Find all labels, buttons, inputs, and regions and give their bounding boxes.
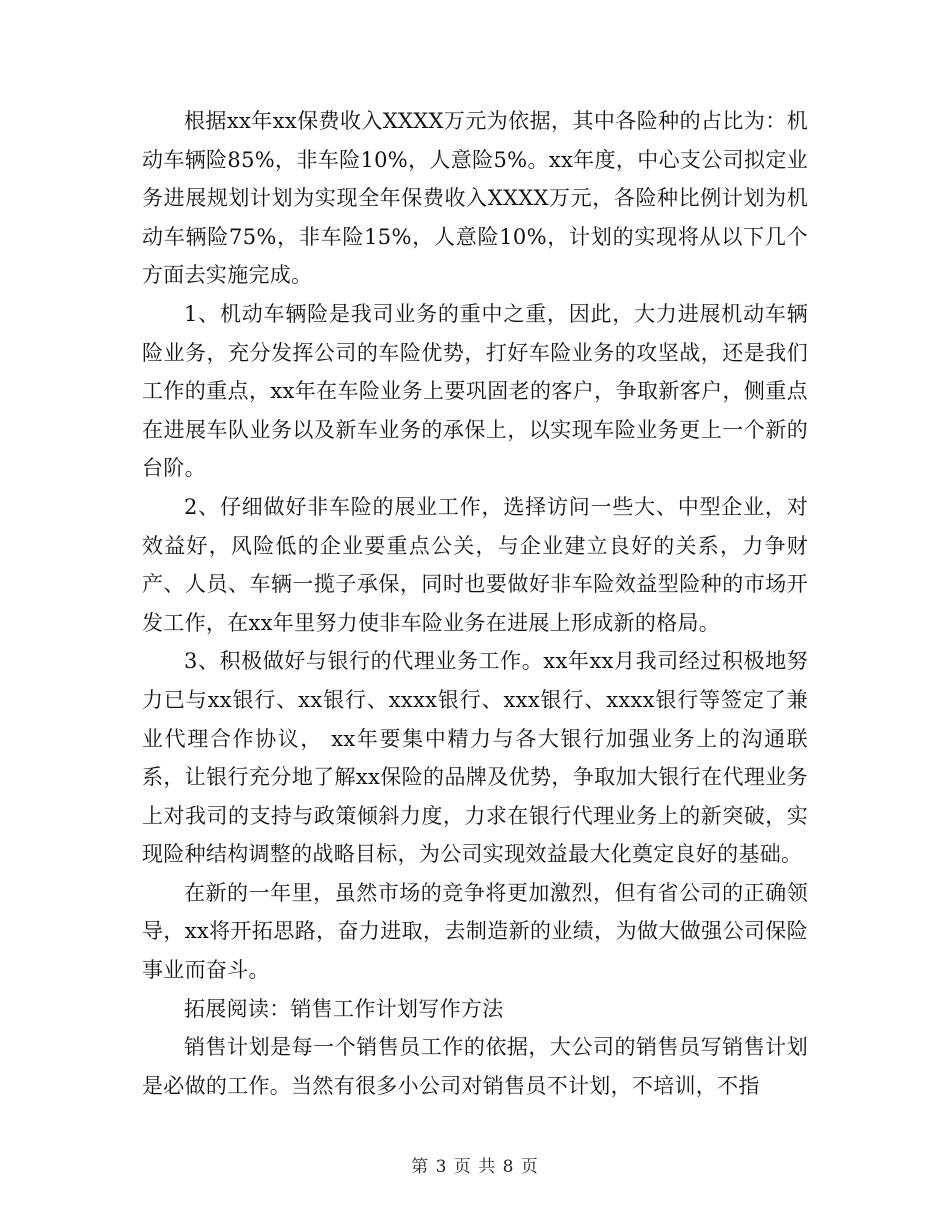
paragraph-sales-plan: 销售计划是每一个销售员工作的依据，大公司的销售员写销售计划是必做的工作。当然有很多小公司对销售员不计划，不培训，不指 xyxy=(142,1035,808,1098)
document-body xyxy=(142,102,808,1105)
paragraph-item-2: 2、仔细做好非车险的展业工作，选择访问一些大、中型企业，对效益好，风险低的企业要重点公关，与企业建立良好的关系，力争财产、人员、车辆一揽子承保，同时也要做好非车险效益型险种的市场开发工作，在xx年里努力使非车险业务在进展上形成新的格局。 xyxy=(142,494,808,635)
extended-reading-heading: 拓展阅读：销售工作计划写作方法 xyxy=(184,996,504,1021)
page-number-footer: 第 3 页 共 8 页 xyxy=(411,1157,539,1177)
paragraph-item-3: 3、积极做好与银行的代理业务工作。xx年xx月我司经过积极地努力已与xx银行、xx银行、xxxx银行、xxx银行、xxxx银行等签定了兼业代理合作协议， xx年要集中精力与各大银行加强业务上的沟通联系，让银行充分地了解xx保险的品牌及优势，争取加大银行在代理业务上对我司的支持与政策倾斜力度，力求在银行代理业务上的新突破，实现险种结构调整的战略目标，为公司实现效益最大化奠定良好的基础。 xyxy=(142,649,808,867)
paragraph-item-1: 1、机动车辆险是我司业务的重中之重，因此，大力进展机动车辆险业务，充分发挥公司的车险优势，打好车险业务的攻坚战，还是我们工作的重点，xx年在车险业务上要巩固老的客户，争取新客户，侧重点在进展车队业务以及新车业务的承保上，以实现车险业务更上一个新的台阶。 xyxy=(142,301,808,481)
paragraph-intro: 根据xx年xx保费收入XXXX万元为依据，其中各险种的占比为：机动车辆险85%，非车险10%，人意险5%。xx年度，中心支公司拟定业务进展规划计划为实现全年保费收入XXXX万元，各险种比例计划为机动车辆险75%，非车险15%，人意险10%，计划的实现将从以下几个方面去实施完成。 xyxy=(142,109,808,288)
paragraph-conclusion: 在新的一年里，虽然市场的竞争将更加激烈，但有省公司的正确领导，xx将开拓思路，奋力进取，去制造新的业绩，为做大做强公司保险事业而奋斗。 xyxy=(142,880,808,983)
